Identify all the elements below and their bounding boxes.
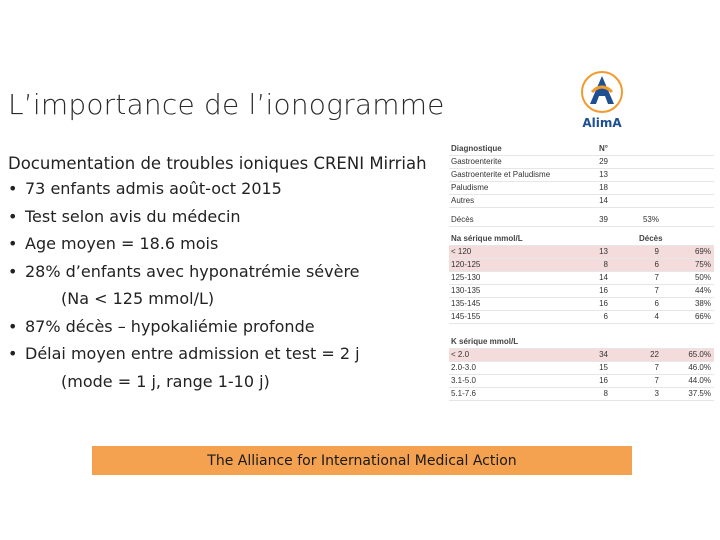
bullet-text: Age moyen = 18.6 mois: [25, 234, 219, 253]
table-header-row: [449, 336, 714, 349]
table-cell: 15: [599, 363, 608, 372]
bullet-dot: •: [8, 179, 18, 198]
table-row: [449, 298, 714, 311]
table-header-row: [449, 233, 714, 246]
table-cell: 4: [654, 312, 659, 321]
table-cell: 39: [599, 215, 608, 224]
table-row: [449, 182, 714, 195]
table-cell: 38%: [694, 299, 711, 308]
table-cell: Autres: [451, 196, 475, 205]
bullet-dot: •: [8, 316, 18, 336]
bullet-dot: •: [8, 261, 18, 281]
table-row: [449, 259, 714, 272]
ionogram-table: [449, 143, 714, 401]
table-cell: 120-125: [451, 260, 481, 269]
table-cell: 18: [599, 183, 608, 192]
table-cell: Décès: [451, 215, 474, 224]
bullet-text: 87% décès – hypokaliémie profonde: [25, 316, 315, 336]
table-cell: 135-145: [451, 299, 481, 308]
bullet-dot: •: [8, 344, 18, 363]
table-cell: 75%: [694, 260, 711, 269]
table-cell: 66%: [694, 312, 711, 321]
table-cell: 50%: [694, 273, 711, 282]
table-cell: 13: [599, 247, 608, 256]
table-cell: 37.5%: [688, 389, 711, 398]
table-cell: Na sérique mmol/L: [451, 234, 523, 243]
table-row: [449, 362, 714, 375]
table-cell: 6: [654, 299, 659, 308]
table-cell: 16: [599, 299, 608, 308]
table-cell: 2.0-3.0: [451, 363, 476, 372]
table-row: [449, 311, 714, 324]
table-cell: 9: [654, 247, 659, 256]
table-cell: K sérique mmol/L: [451, 337, 519, 346]
table-row: [449, 285, 714, 298]
bullet-text: (Na < 125 mmol/L): [61, 289, 215, 308]
alliance-banner: [92, 446, 632, 475]
table-cell: 44%: [694, 286, 711, 295]
bullet-dot: •: [8, 234, 18, 253]
table-cell: 130-135: [451, 286, 481, 295]
table-cell: 7: [654, 273, 659, 282]
table-cell: 16: [599, 286, 608, 295]
table-cell: 46.0%: [688, 363, 711, 372]
documentation-heading: Documentation de troubles ioniques CRENI Mirriah: [8, 154, 427, 173]
bullet-text: (mode = 1 j, range 1-10 j): [61, 371, 270, 391]
table-cell: 7: [654, 376, 659, 385]
alima-logo: [572, 70, 632, 132]
banner-text: The Alliance for International Medical Action: [207, 453, 517, 469]
table-cell: 145-155: [451, 312, 481, 321]
table-cell: 3: [654, 389, 659, 398]
table-cell: 53%: [642, 215, 659, 224]
table-cell: 29: [599, 157, 608, 166]
table-cell: < 2.0: [451, 350, 470, 359]
table-row: [449, 156, 714, 169]
table-row: [449, 349, 714, 362]
table-cell: 7: [654, 286, 659, 295]
table-cell: 125-130: [451, 273, 481, 282]
table-row: [449, 214, 714, 227]
table-cell: Gastroenterite: [451, 157, 502, 166]
table-cell: 13: [599, 170, 608, 179]
table-cell: N°: [599, 144, 608, 153]
table-cell: Diagnostique: [451, 144, 502, 153]
bullet-dot: •: [8, 206, 18, 226]
table-cell: 16: [599, 376, 608, 385]
slide-title: L’importance de l’ionogramme: [8, 88, 445, 121]
table-cell: 34: [599, 350, 608, 359]
table-row: [449, 388, 714, 401]
table-cell: 6: [603, 312, 608, 321]
table-cell: 65.0%: [688, 350, 711, 359]
table-cell: 3.1-5.0: [451, 376, 476, 385]
table-cell: Gastroenterite et Paludisme: [451, 170, 551, 179]
table-cell: Décès: [639, 234, 663, 243]
table-cell: 14: [599, 273, 608, 282]
table-row: [449, 375, 714, 388]
bullet-text: 73 enfants admis août-oct 2015: [25, 179, 282, 198]
table-row: [449, 272, 714, 285]
table-cell: 7: [654, 363, 659, 372]
table-cell: 8: [603, 389, 608, 398]
table-cell: 14: [599, 196, 608, 205]
table-cell: 6: [654, 260, 659, 269]
table-row: [449, 246, 714, 259]
table-cell: < 120: [451, 247, 472, 256]
bullet-text: 28% d’enfants avec hyponatrémie sévère: [25, 261, 360, 281]
table-cell: 5.1-7.6: [451, 389, 476, 398]
bullet-text: Délai moyen entre admission et test = 2 j: [25, 344, 360, 363]
bullet-text: Test selon avis du médecin: [25, 206, 241, 226]
table-cell: 22: [650, 350, 659, 359]
logo-text: AlimA: [582, 116, 622, 130]
table-row: [449, 195, 714, 208]
table-cell: 8: [603, 260, 608, 269]
table-header-row: [449, 143, 714, 156]
table-cell: 44.0%: [688, 376, 711, 385]
table-row: [449, 169, 714, 182]
table-cell: Paludisme: [451, 183, 489, 192]
table-cell: 69%: [694, 247, 711, 256]
